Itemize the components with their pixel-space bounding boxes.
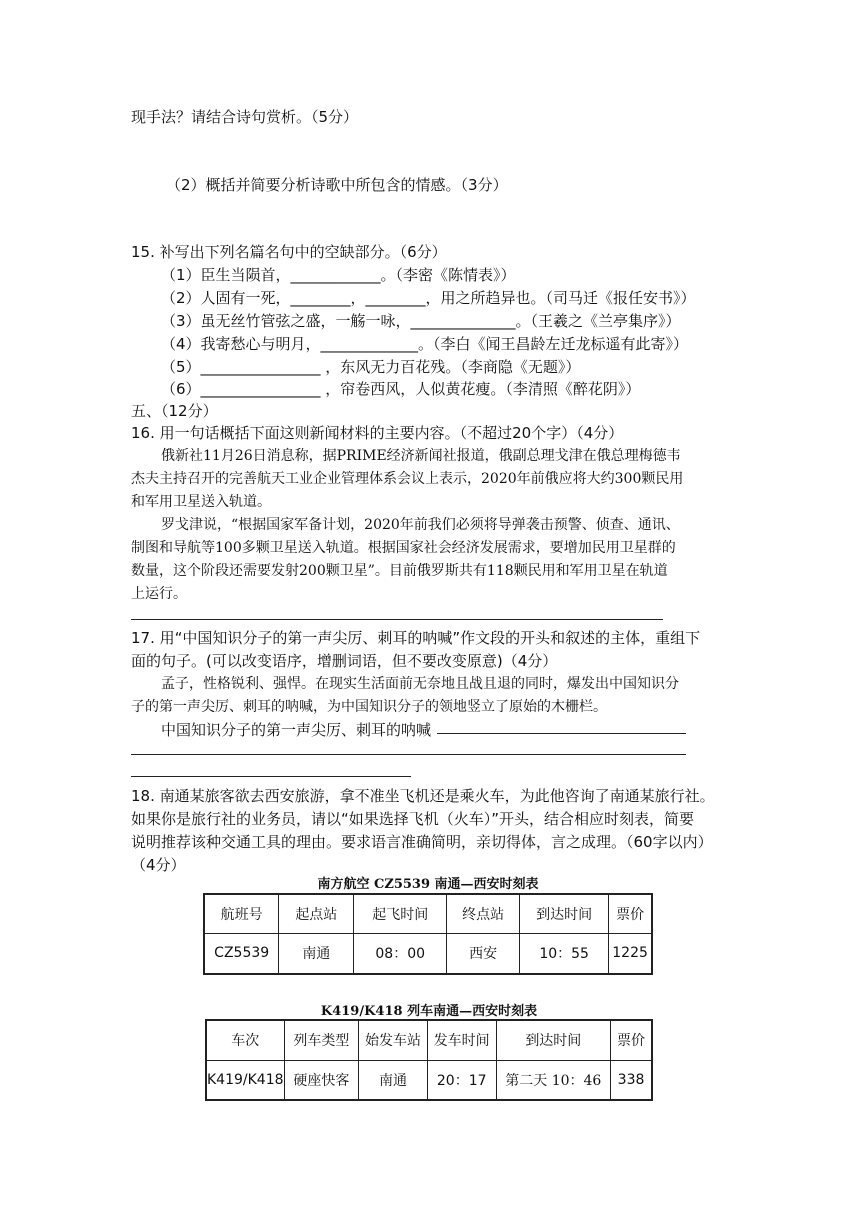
q16-news-line: 上运行。 [131,586,187,602]
flight-table-caption: 南方航空 CZ5539 南通—西安时刻表 [317,877,539,892]
q17-passage-line: 子的第一声尖厉、刺耳的呐喊，为中国知识分子的领地竖立了原始的木栅栏。 [131,699,607,715]
table-cell: 338 [611,1060,652,1100]
table-header-cell: 始发车站 [359,1020,428,1060]
q17-title: 17. 用“中国知识分子的第一声尖厉、刺耳的呐喊”作文段的开头和叙述的主体，重组下 [131,629,701,647]
table-header-row [204,894,652,933]
q14-part2: （2）概括并简要分析诗歌中所包含的情感。（3分） [166,176,508,194]
q17-passage-line: 孟子，性格锐利、强悍。在现实生活面前无奈地且战且退的同时，爆发出中国知识分 [161,676,679,692]
q14-tail: 现手法？请结合诗句赏析。（5分） [131,108,359,126]
q16-answer-line[interactable] [131,619,663,620]
q18-line: 说明推荐该种交通工具的理由。要求语言准确简明，亲切得体，言之成理。（60字以内） [131,833,713,851]
q16-news-line: 罗戈津说，“根据国家军备计划，2020年前我们必须将导弹袭击预警、侦查、通讯、 [161,517,680,533]
q18-line: 18. 南通某旅客欲去西安旅游，拿不准坐飞机还是乘火车，为此他咨询了南通某旅行社。 [131,787,715,805]
table-header-cell: 起飞时间 [354,894,447,933]
q18-line: 如果你是旅行社的业务员，请以“如果选择飞机（火车）”开头，结合相应时刻表，简要 [131,810,695,828]
table-cell: 南通 [279,933,354,974]
q17-title: 面的句子。(可以改变语序，增删词语，但不要改变原意)（4分） [131,652,558,670]
flight-timetable [203,893,653,975]
train-timetable [205,1019,653,1101]
table-row [204,933,652,974]
q16-news-line: 俄新社11月26日消息称，据PRIME经济新闻社报道，俄副总理戈津在俄总理梅德韦 [161,448,681,464]
q16-news-line: 制图和导航等100多颗卫星送入轨道。根据国家社会经济发展需求，要增加民用卫星群的 [131,540,676,556]
table-header-cell: 发车时间 [427,1020,496,1060]
q15-item-5: （5）________________ ，东风无力百花残。（李商隐《无题》） [161,358,581,376]
table-header-cell: 票价 [609,894,652,933]
q18-line: （4分） [131,856,186,874]
table-cell: 西安 [447,933,520,974]
q17-answer-line[interactable] [131,754,686,755]
table-cell: 硬座快客 [284,1060,359,1100]
table-header-cell: 到达时间 [520,894,609,933]
table-cell: 10：55 [520,933,609,974]
q15-item-6: （6）________________ ，帘卷西风，人似黄花瘦。（李清照《醉花阴》） [161,380,641,398]
table-header-cell: 到达时间 [496,1020,610,1060]
table-header-row [206,1020,652,1060]
table-row [206,1060,652,1100]
q16-news-line: 数量，这个阶段还需要发射200颗卫星”。目前俄罗斯共有118颗民用和军用卫星在轨道 [131,563,668,579]
q16-title: 16. 用一句话概括下面这则新闻材料的主要内容。（不超过20个字）（4分） [131,424,624,442]
table-header-cell: 车次 [206,1020,284,1060]
q15-item-3: （3）虽无丝竹管弦之盛，一觞一咏，______________。（王羲之《兰亭集序》） [161,312,681,330]
q17-answer-line[interactable] [437,733,686,734]
table-header-cell: 起点站 [279,894,354,933]
q17-answer-line[interactable] [131,776,411,777]
q15-item-1: （1）臣生当陨首，____________。（李密《陈情表》） [161,266,516,284]
table-header-cell: 列车类型 [284,1020,359,1060]
table-cell: 08：00 [354,933,447,974]
q15-title: 15. 补写出下列名篇名句中的空缺部分。（6分） [131,243,447,261]
table-cell: 南通 [359,1060,428,1100]
q15-item-4: （4）我寄愁心与明月，_____________。（李白《闻王昌龄左迁龙标遥有此寄》） [161,335,689,353]
section-heading: 五、（12分） [131,402,218,420]
q16-news-line: 和军用卫星送入轨道。 [131,494,271,510]
q15-item-2: （2）人固有一死，________，________，用之所趋异也。（司马迁《报任安书》） [161,289,696,307]
q17-answer-start: 中国知识分子的第一声尖厉、刺耳的呐喊 [161,721,432,739]
table-cell: CZ5539 [204,933,279,974]
q16-news-line: 杰夫主持召开的完善航天工业企业管理体系会议上表示，2020年前俄应将大约300颗民用 [131,471,684,487]
table-cell: 1225 [609,933,652,974]
table-cell: 20：17 [427,1060,496,1100]
table-header-cell: 终点站 [447,894,520,933]
table-cell: 第二天 10：46 [496,1060,610,1100]
table-header-cell: 票价 [611,1020,652,1060]
train-table-caption: K419/K418 列车南通—西安时刻表 [320,1004,538,1019]
table-header-cell: 航班号 [204,894,279,933]
table-cell: K419/K418 [206,1060,284,1100]
